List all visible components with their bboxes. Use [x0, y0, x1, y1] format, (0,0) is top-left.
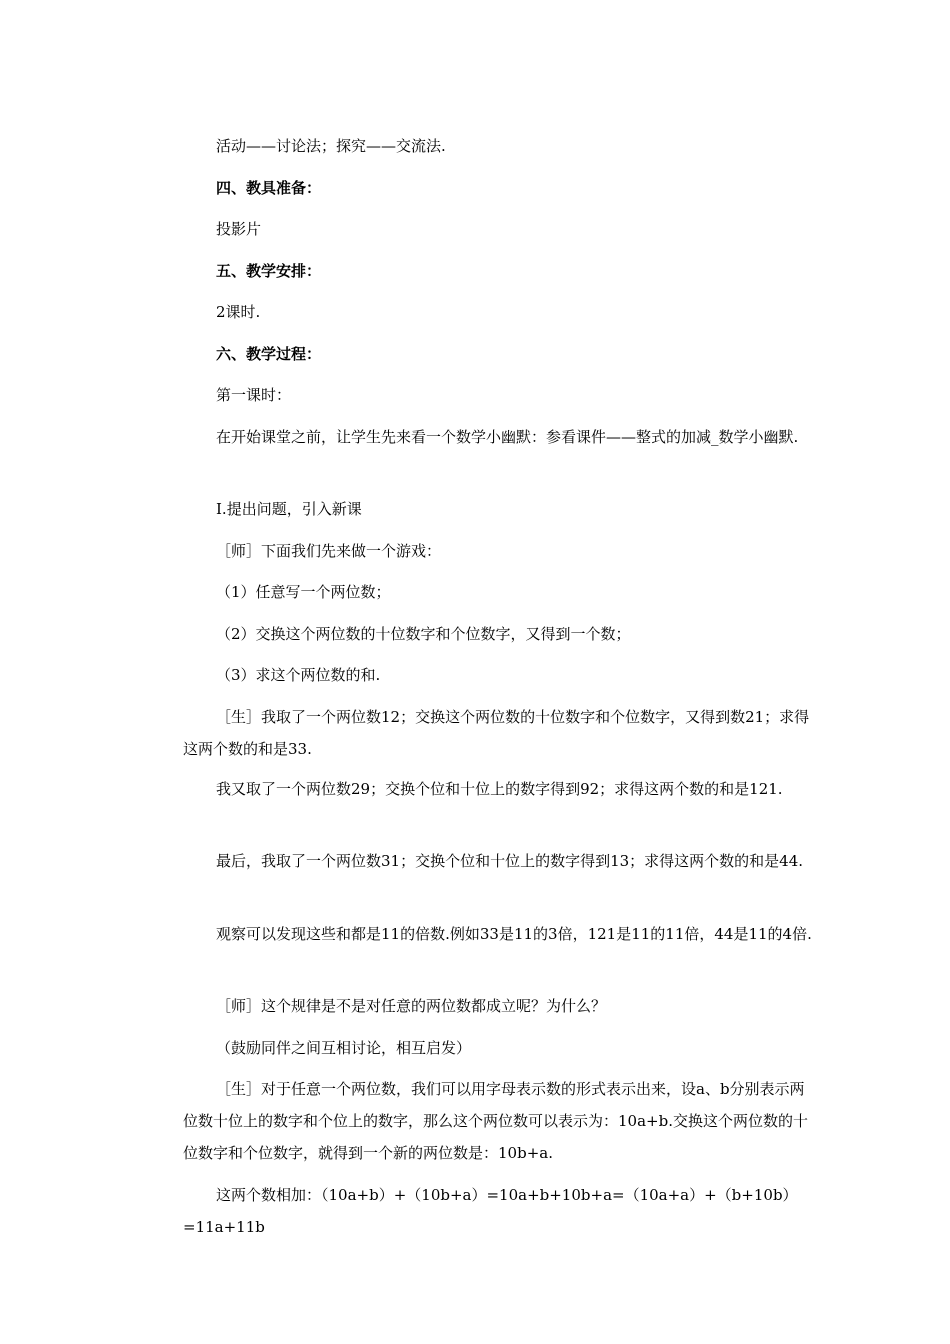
section-heading-equipment: 四、教具准备：: [216, 179, 322, 197]
subsection-heading: Ⅰ.提出问题，引入新课: [216, 500, 362, 518]
game-step-1: （1）任意写一个两位数；: [216, 583, 391, 601]
teaching-method-line: 活动——讨论法；探究——交流法.: [216, 137, 446, 155]
game-step-3: （3）求这个两位数的和.: [216, 666, 381, 684]
teacher-question: ［师］这个规律是不是对任意的两位数都成立呢？为什么？: [216, 997, 607, 1015]
schedule-text: 2课时.: [216, 303, 261, 321]
sum-formula: 这两个数相加：（10a+b）+（10b+a）=10a+b+10b+a=（10a+a）+（b+10b）=11a+11b: [183, 1186, 798, 1236]
student-example-1: ［生］我取了一个两位数12；交换这个两位数的十位数字和个位数字，又得到数21；求得这两个数的和是33.: [183, 708, 810, 758]
section-heading-schedule: 五、教学安排：: [216, 262, 322, 280]
observation-paragraph: 观察可以发现这些和都是11的倍数.例如33是11的3倍，121是11的11倍，44是11的4倍.: [216, 925, 812, 943]
first-lesson-label: 第一课时：: [216, 386, 292, 404]
game-step-2: （2）交换这个两位数的十位数字和个位数字，又得到一个数；: [216, 625, 631, 643]
student-explanation: ［生］对于任意一个两位数，我们可以用字母表示数的形式表示出来，设a、b分别表示两位数十位上的数字和个位上的数字，那么这个两位数可以表示为：10a+b.交换这个两位数的十位数字和个位数字，就得到一个新的两位数是：10b+a.: [183, 1080, 808, 1162]
teacher-game-intro: ［师］下面我们先来做一个游戏：: [216, 542, 442, 560]
discussion-note: （鼓励同伴之间互相讨论，相互启发）: [216, 1039, 472, 1057]
equipment-text: 投影片: [216, 220, 262, 238]
student-example-2: 我又取了一个两位数29；交换个位和十位上的数字得到92；求得这两个数的和是121.: [216, 780, 783, 798]
intro-paragraph: 在开始课堂之前，让学生先来看一个数学小幽默：参看课件——整式的加减_数学小幽默.: [216, 428, 799, 446]
student-example-3: 最后，我取了一个两位数31；交换个位和十位上的数字得到13；求得这两个数的和是44.: [216, 852, 804, 870]
section-heading-process: 六、教学过程：: [216, 345, 322, 363]
